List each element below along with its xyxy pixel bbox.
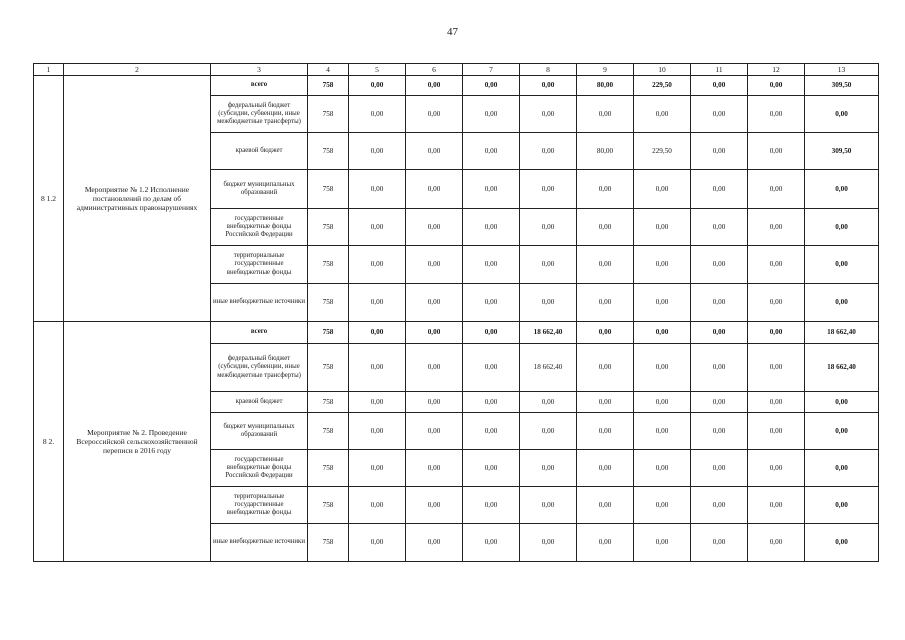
- funding-source: бюджет муниципальных образований: [211, 413, 308, 450]
- value-cell: 0,00: [577, 344, 634, 392]
- value-cell: 0,00: [577, 209, 634, 246]
- value-cell: 0,00: [634, 344, 691, 392]
- value-cell: 0,00: [634, 450, 691, 487]
- value-cell: 229,50: [634, 133, 691, 170]
- measure-title: Мероприятие № 1.2 Исполнение постановлений по делам об административных правонарушениях: [64, 76, 211, 322]
- value-cell: 0,00: [634, 487, 691, 524]
- value-cell: 758: [308, 284, 349, 322]
- value-cell: 80,00: [577, 133, 634, 170]
- value-cell: 0,00: [691, 170, 748, 209]
- value-cell: 0,00: [748, 133, 805, 170]
- value-cell: 758: [308, 392, 349, 413]
- value-cell: 0,00: [691, 133, 748, 170]
- value-cell: 0,00: [520, 76, 577, 96]
- value-cell: 0,00: [463, 487, 520, 524]
- value-cell: 0,00: [463, 133, 520, 170]
- total-value: 0,00: [805, 450, 879, 487]
- value-cell: 0,00: [634, 322, 691, 344]
- value-cell: 758: [308, 246, 349, 284]
- total-value: 0,00: [805, 413, 879, 450]
- value-cell: 0,00: [349, 392, 406, 413]
- value-cell: 0,00: [691, 413, 748, 450]
- value-cell: 0,00: [577, 450, 634, 487]
- measure-title: Мероприятие № 2. Проведение Всероссийской сельскохозяйственной переписи в 2016 году: [64, 322, 211, 562]
- value-cell: 0,00: [748, 392, 805, 413]
- value-cell: 0,00: [577, 413, 634, 450]
- value-cell: 0,00: [349, 246, 406, 284]
- value-cell: 758: [308, 344, 349, 392]
- value-cell: 758: [308, 322, 349, 344]
- funding-source: федеральный бюджет (субсидии, субвенции, иные межбюджетные трансферты): [211, 96, 308, 133]
- value-cell: 0,00: [577, 392, 634, 413]
- value-cell: 0,00: [406, 413, 463, 450]
- value-cell: 758: [308, 170, 349, 209]
- value-cell: 758: [308, 133, 349, 170]
- value-cell: 0,00: [520, 392, 577, 413]
- value-cell: 0,00: [349, 322, 406, 344]
- value-cell: 0,00: [634, 392, 691, 413]
- value-cell: 0,00: [634, 170, 691, 209]
- value-cell: 0,00: [406, 487, 463, 524]
- value-cell: 0,00: [577, 246, 634, 284]
- value-cell: 0,00: [463, 209, 520, 246]
- column-header: 3: [211, 64, 308, 76]
- funding-source: краевой бюджет: [211, 133, 308, 170]
- total-value: 309,50: [805, 76, 879, 96]
- funding-source: бюджет муниципальных образований: [211, 170, 308, 209]
- value-cell: 0,00: [349, 413, 406, 450]
- value-cell: 0,00: [463, 450, 520, 487]
- value-cell: 0,00: [520, 450, 577, 487]
- value-cell: 0,00: [748, 344, 805, 392]
- value-cell: 0,00: [349, 524, 406, 562]
- value-cell: 0,00: [577, 487, 634, 524]
- value-cell: 0,00: [349, 450, 406, 487]
- value-cell: 0,00: [748, 322, 805, 344]
- value-cell: 0,00: [406, 344, 463, 392]
- value-cell: 0,00: [463, 96, 520, 133]
- value-cell: 0,00: [691, 450, 748, 487]
- value-cell: 0,00: [748, 246, 805, 284]
- value-cell: 0,00: [577, 284, 634, 322]
- column-header: 12: [748, 64, 805, 76]
- value-cell: 0,00: [349, 209, 406, 246]
- column-header: 10: [634, 64, 691, 76]
- table-row: [34, 322, 879, 344]
- value-cell: 0,00: [406, 450, 463, 487]
- value-cell: 0,00: [748, 524, 805, 562]
- value-cell: 0,00: [406, 322, 463, 344]
- total-value: 0,00: [805, 246, 879, 284]
- value-cell: 0,00: [520, 170, 577, 209]
- value-cell: 0,00: [520, 96, 577, 133]
- value-cell: 0,00: [748, 487, 805, 524]
- value-cell: 0,00: [748, 170, 805, 209]
- value-cell: 18 662,40: [520, 344, 577, 392]
- funding-source: федеральный бюджет (субсидии, субвенции, иные межбюджетные трансферты): [211, 344, 308, 392]
- value-cell: 0,00: [577, 322, 634, 344]
- column-header: 1: [34, 64, 64, 76]
- value-cell: 0,00: [520, 209, 577, 246]
- value-cell: 0,00: [520, 133, 577, 170]
- value-cell: 0,00: [577, 96, 634, 133]
- total-value: 0,00: [805, 209, 879, 246]
- value-cell: 758: [308, 209, 349, 246]
- value-cell: 0,00: [748, 76, 805, 96]
- funding-source: всего: [211, 322, 308, 344]
- value-cell: 0,00: [406, 246, 463, 284]
- value-cell: 0,00: [748, 284, 805, 322]
- value-cell: 0,00: [748, 413, 805, 450]
- total-value: 18 662,40: [805, 344, 879, 392]
- funding-source: государственные внебюджетные фонды Российской Федерации: [211, 450, 308, 487]
- value-cell: 0,00: [463, 170, 520, 209]
- column-header: 7: [463, 64, 520, 76]
- value-cell: 0,00: [463, 413, 520, 450]
- value-cell: 0,00: [349, 96, 406, 133]
- funding-source: иные внебюджетные источники: [211, 524, 308, 562]
- value-cell: 758: [308, 450, 349, 487]
- funding-source: иные внебюджетные источники: [211, 284, 308, 322]
- column-header: 13: [805, 64, 879, 76]
- total-value: 0,00: [805, 487, 879, 524]
- total-value: 0,00: [805, 170, 879, 209]
- value-cell: 0,00: [463, 344, 520, 392]
- value-cell: 0,00: [748, 450, 805, 487]
- value-cell: 0,00: [406, 133, 463, 170]
- value-cell: 0,00: [463, 284, 520, 322]
- value-cell: 0,00: [520, 524, 577, 562]
- value-cell: 0,00: [349, 170, 406, 209]
- total-value: 0,00: [805, 524, 879, 562]
- measure-code: 8 2.: [34, 322, 64, 562]
- value-cell: 0,00: [748, 96, 805, 133]
- value-cell: 0,00: [691, 322, 748, 344]
- value-cell: 0,00: [463, 524, 520, 562]
- value-cell: 0,00: [691, 524, 748, 562]
- funding-source: территориальные государственные внебюджетные фонды: [211, 487, 308, 524]
- funding-source: краевой бюджет: [211, 392, 308, 413]
- value-cell: 0,00: [349, 133, 406, 170]
- value-cell: 0,00: [634, 413, 691, 450]
- value-cell: 0,00: [406, 170, 463, 209]
- value-cell: 0,00: [406, 76, 463, 96]
- value-cell: 0,00: [634, 524, 691, 562]
- column-header: 2: [64, 64, 211, 76]
- value-cell: 0,00: [691, 344, 748, 392]
- value-cell: 758: [308, 487, 349, 524]
- budget-table: [33, 63, 879, 562]
- value-cell: 0,00: [520, 284, 577, 322]
- value-cell: 0,00: [634, 246, 691, 284]
- value-cell: 0,00: [691, 487, 748, 524]
- value-cell: 0,00: [691, 392, 748, 413]
- value-cell: 0,00: [691, 284, 748, 322]
- value-cell: 0,00: [691, 209, 748, 246]
- total-value: 18 662,40: [805, 322, 879, 344]
- value-cell: 0,00: [691, 76, 748, 96]
- value-cell: 0,00: [406, 284, 463, 322]
- value-cell: 0,00: [463, 322, 520, 344]
- total-value: 0,00: [805, 392, 879, 413]
- funding-source: государственные внебюджетные фонды Российской Федерации: [211, 209, 308, 246]
- value-cell: 0,00: [349, 76, 406, 96]
- value-cell: 0,00: [349, 284, 406, 322]
- value-cell: 0,00: [463, 246, 520, 284]
- value-cell: 0,00: [406, 209, 463, 246]
- total-value: 0,00: [805, 284, 879, 322]
- value-cell: 0,00: [406, 524, 463, 562]
- page-number: 47: [447, 26, 458, 38]
- column-header: 8: [520, 64, 577, 76]
- measure-code: 8 1.2: [34, 76, 64, 322]
- value-cell: 0,00: [691, 246, 748, 284]
- funding-source: всего: [211, 76, 308, 96]
- value-cell: 0,00: [634, 284, 691, 322]
- value-cell: 229,50: [634, 76, 691, 96]
- value-cell: 0,00: [406, 96, 463, 133]
- column-header: 9: [577, 64, 634, 76]
- value-cell: 0,00: [748, 209, 805, 246]
- value-cell: 0,00: [691, 96, 748, 133]
- table-row: [34, 76, 879, 96]
- value-cell: 0,00: [577, 524, 634, 562]
- value-cell: 0,00: [520, 246, 577, 284]
- funding-source: территориальные государственные внебюджетные фонды: [211, 246, 308, 284]
- value-cell: 18 662,40: [520, 322, 577, 344]
- value-cell: 0,00: [520, 413, 577, 450]
- column-number-row: [34, 64, 879, 76]
- column-header: 11: [691, 64, 748, 76]
- value-cell: 0,00: [634, 209, 691, 246]
- total-value: 309,50: [805, 133, 879, 170]
- column-header: 4: [308, 64, 349, 76]
- value-cell: 0,00: [463, 76, 520, 96]
- value-cell: 0,00: [634, 96, 691, 133]
- value-cell: 80,00: [577, 76, 634, 96]
- value-cell: 0,00: [520, 487, 577, 524]
- value-cell: 0,00: [406, 392, 463, 413]
- value-cell: 0,00: [349, 344, 406, 392]
- value-cell: 0,00: [577, 170, 634, 209]
- value-cell: 758: [308, 96, 349, 133]
- value-cell: 758: [308, 413, 349, 450]
- value-cell: 0,00: [349, 487, 406, 524]
- total-value: 0,00: [805, 96, 879, 133]
- column-header: 5: [349, 64, 406, 76]
- column-header: 6: [406, 64, 463, 76]
- value-cell: 0,00: [463, 392, 520, 413]
- value-cell: 758: [308, 524, 349, 562]
- value-cell: 758: [308, 76, 349, 96]
